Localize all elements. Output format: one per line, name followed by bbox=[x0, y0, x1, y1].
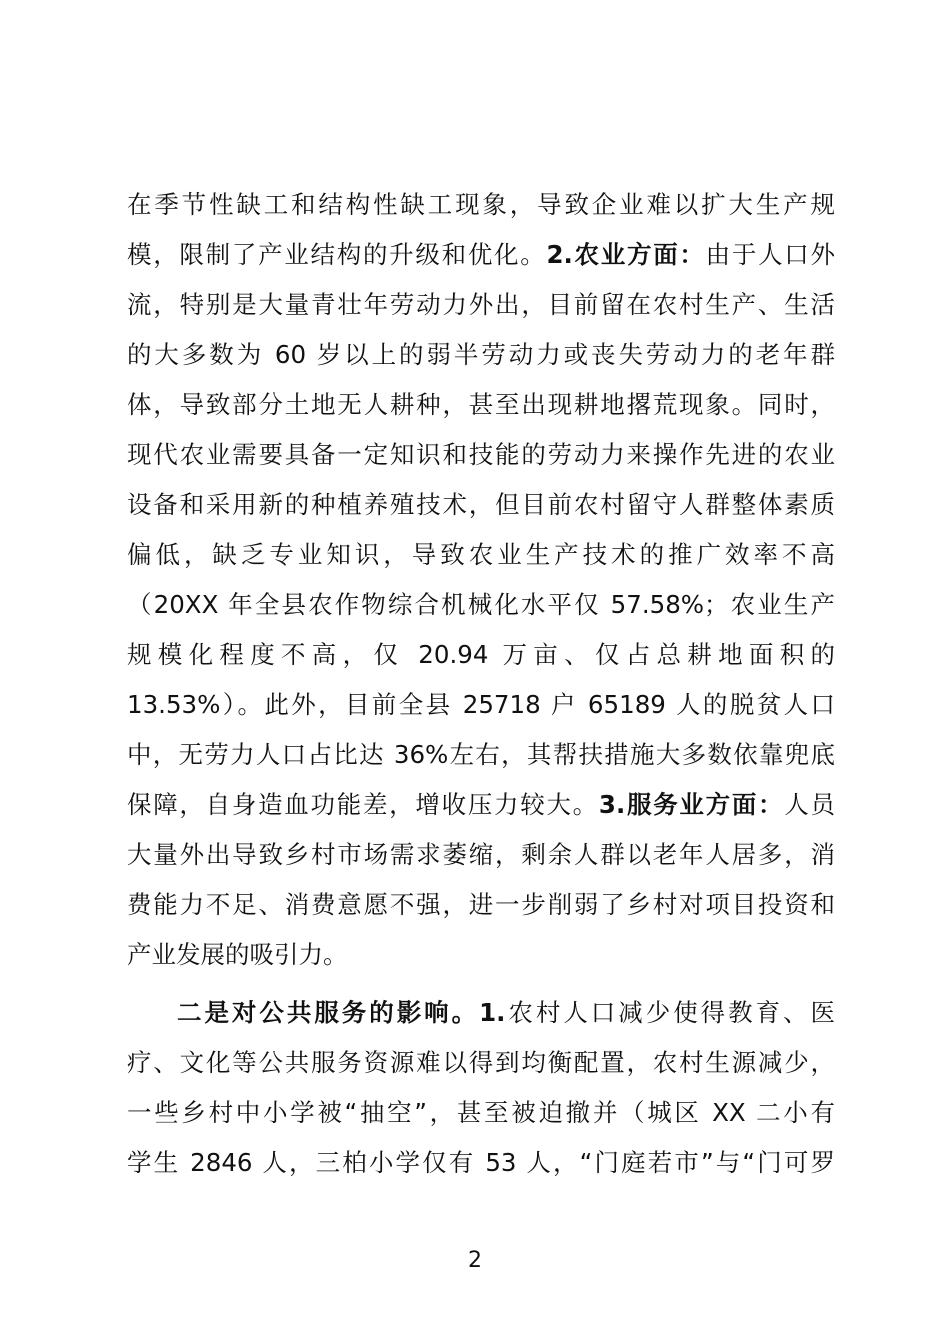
text-run: 费能力不足、消费意愿不强，进一步削弱了乡村对项目投资和 bbox=[127, 890, 835, 919]
text-run: 13.53%）。此外，目前全县 25718 户 65189 人的脱贫人口 bbox=[127, 690, 835, 719]
text-line bbox=[127, 630, 835, 680]
text-line bbox=[127, 330, 835, 380]
text-run: 中，无劳力人口占比达 36%左右，其帮扶措施大多数依靠兜底 bbox=[127, 740, 835, 769]
text-run: 疗、文化等公共服务资源难以得到均衡配置，农村生源减少， bbox=[127, 1048, 835, 1077]
text-run: 一些乡村中小学被“抽空”，甚至被迫撤并（城区 XX 二小有 bbox=[127, 1098, 835, 1127]
text-run: 在季节性缺工和结构性缺工现象，导致企业难以扩大生产规 bbox=[127, 190, 835, 219]
text-run: 保障，自身造血功能差，增收压力较大。 bbox=[127, 790, 599, 819]
text-run: 人员 bbox=[784, 790, 835, 819]
body-text bbox=[127, 180, 835, 1188]
text-line bbox=[127, 230, 835, 280]
text-run: 现代农业需要具备一定知识和技能的劳动力来操作先进的农业 bbox=[127, 440, 835, 469]
text-line bbox=[127, 430, 835, 480]
text-run: 大量外出导致乡村市场需求萎缩，剩余人群以老年人居多，消 bbox=[127, 840, 835, 869]
text-line bbox=[127, 580, 835, 630]
page-number: 2 bbox=[468, 1248, 482, 1273]
text-run: 偏低，缺乏专业知识，导致农业生产技术的推广效率不高 bbox=[127, 540, 835, 569]
text-line bbox=[127, 380, 835, 430]
section-heading-services: 3.服务业方面： bbox=[598, 790, 785, 819]
text-run: 农村人口减少使得教育、医 bbox=[505, 998, 835, 1027]
text-run: 规模化程度不高，仅 20.94 万亩、仅占总耕地面积的 bbox=[127, 640, 835, 669]
text-line bbox=[127, 1038, 835, 1088]
text-line bbox=[127, 530, 835, 580]
text-run: 体，导致部分土地无人耕种，甚至出现耕地撂荒现象。同时， bbox=[127, 390, 835, 419]
list-number: 1. bbox=[479, 998, 506, 1027]
text-line bbox=[127, 280, 835, 330]
text-run: 产业发展的吸引力。 bbox=[127, 940, 348, 969]
paragraph-heading-public-services: 二是对公共服务的影响。 bbox=[177, 998, 480, 1027]
text-line bbox=[127, 830, 835, 880]
text-run: （20XX 年全县农作物综合机械化水平仅 57.58%；农业生产 bbox=[127, 590, 835, 619]
text-line bbox=[127, 930, 835, 980]
text-run: 流，特别是大量青壮年劳动力外出，目前留在农村生产、生活 bbox=[127, 290, 835, 319]
text-line bbox=[127, 680, 835, 730]
text-line bbox=[127, 480, 835, 530]
text-line bbox=[127, 1088, 835, 1138]
text-run: 设备和采用新的种植养殖技术，但目前农村留守人群整体素质 bbox=[127, 490, 835, 519]
text-line bbox=[127, 780, 835, 830]
section-heading-agriculture: 2.农业方面： bbox=[546, 240, 706, 269]
text-line bbox=[127, 180, 835, 230]
text-line bbox=[127, 1138, 835, 1188]
text-run: 模，限制了产业结构的升级和优化。 bbox=[127, 240, 547, 269]
text-run: 由于人口外 bbox=[705, 240, 835, 269]
text-line bbox=[127, 730, 835, 780]
text-run: 学生 2846 人，三柏小学仅有 53 人，“门庭若市”与“门可罗 bbox=[127, 1148, 835, 1177]
text-run: 的大多数为 60 岁以上的弱半劳动力或丧失劳动力的老年群 bbox=[127, 340, 835, 369]
text-line bbox=[127, 988, 835, 1038]
text-line bbox=[127, 880, 835, 930]
